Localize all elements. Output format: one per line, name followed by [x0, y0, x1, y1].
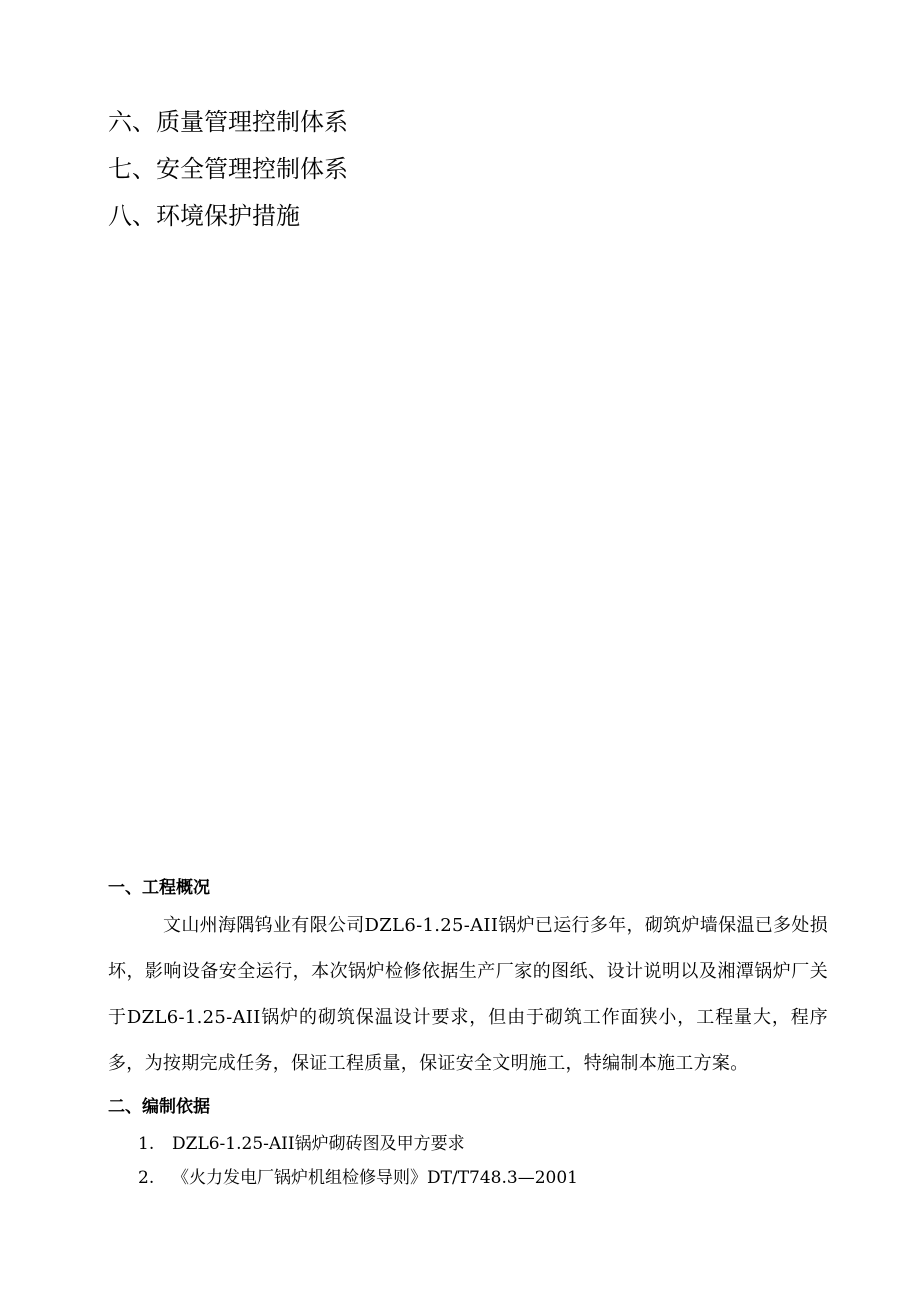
- reference-text: DZL6-1.25-AII锅炉砌砖图及甲方要求: [172, 1134, 465, 1154]
- reference-number: 1.: [138, 1134, 155, 1154]
- toc-item-7: 七、安全管理控制体系: [108, 155, 348, 183]
- overview-text: 文山州海隅钨业有限公司DZL6-1.25-AII锅炉已运行多年，砌筑炉墙保温已多处损坏，影响设备安全运行，本次锅炉检修依据生产厂家的图纸、设计说明以及湘潭锅炉厂关于DZL6-1.25-AII锅炉的砌筑保温设计要求，但由于砌筑工作面狭小，工程量大，程序多，为按期完成任务，保证工程质量，保证安全文明施工，特编制本施工方案。: [108, 915, 828, 1074]
- reference-text: 《火力发电厂锅炉机组检修导则》DT/T748.3—2001: [172, 1168, 578, 1188]
- section-heading-overview: 一、工程概况: [108, 878, 210, 898]
- reference-item-2: [138, 1167, 578, 1189]
- toc-item-8: 八、环境保护措施: [108, 202, 300, 230]
- section-heading-basis: 二、编制依据: [108, 1097, 210, 1117]
- reference-number: 2.: [138, 1168, 155, 1188]
- toc-item-6: 六、质量管理控制体系: [108, 108, 348, 136]
- reference-item-1: [138, 1133, 465, 1155]
- overview-paragraph: [108, 903, 828, 1087]
